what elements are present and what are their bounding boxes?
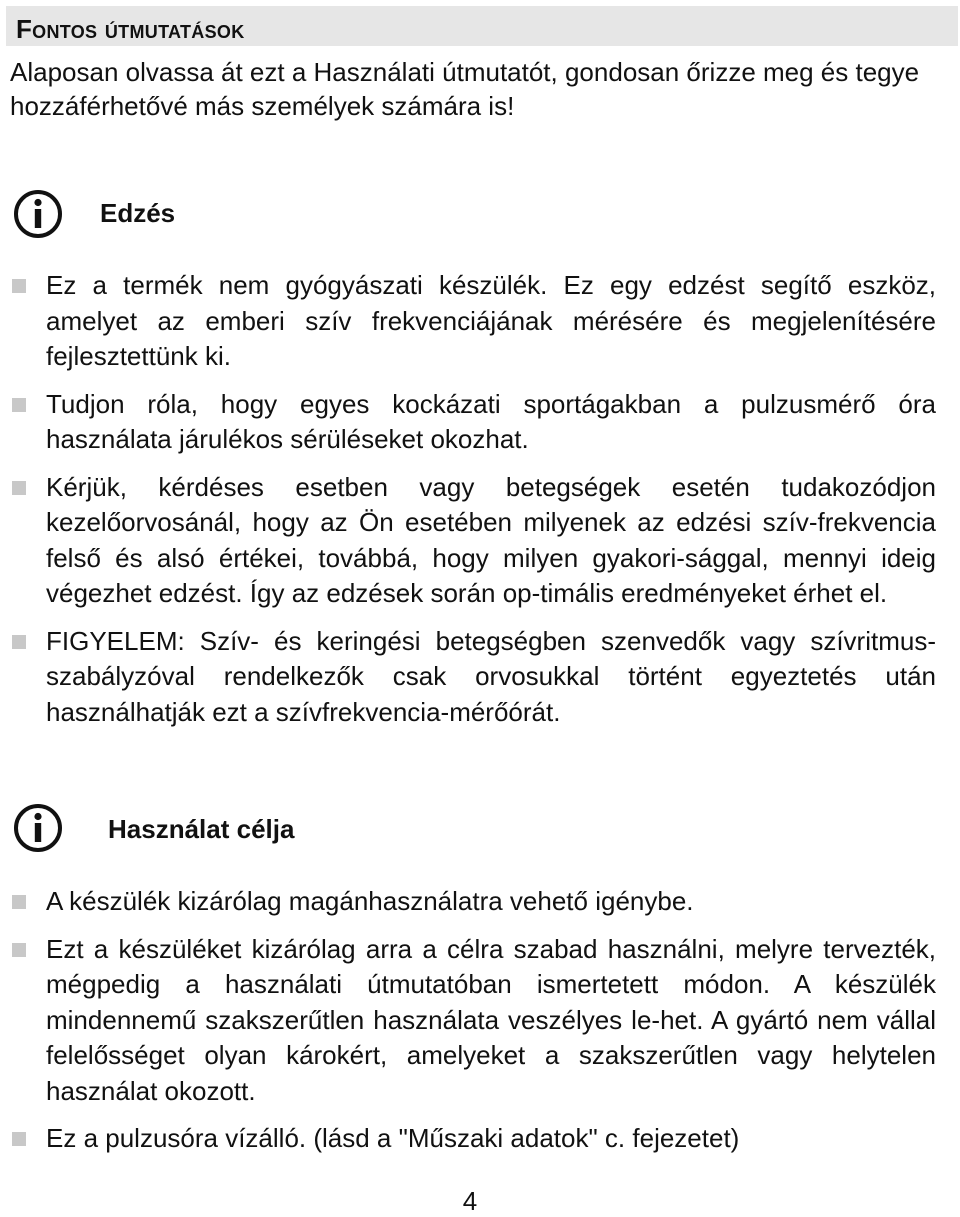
list-item-text: Ez a pulzusóra vízálló. (lásd a "Műszaki adatok" c. fejezetet)	[46, 1123, 740, 1153]
intro-paragraph: Alaposan olvassa át ezt a Használati útmutatót, gondosan őrizze meg és tegye hozzáférhetővé más személyek számára is!	[10, 57, 920, 121]
page-title: Fontos útmutatások	[16, 14, 245, 44]
bullet-square-icon	[12, 895, 26, 909]
list-item-text: A készülék kizárólag magánhasználatra vehető igénybe.	[46, 886, 694, 916]
list-item	[0, 387, 936, 458]
section-heading-hasznalat-celja	[0, 800, 960, 860]
page-number: 4	[462, 1186, 478, 1216]
list-item-text: FIGYELEM: Szív- és keringési betegségben szenvedők vagy szívritmus-szabályzóval rendelkezők csak orvosukkal történt egyeztetés után használhatják ezt a szívfrekvencia-mérőórát.	[46, 625, 936, 727]
list-item-text: Tudjon róla, hogy egyes kockázati sportágakban a pulzusmérő óra használata járulékos sérüléseket okozhat.	[46, 388, 936, 454]
info-icon	[12, 188, 64, 240]
bullet-square-icon	[12, 279, 26, 293]
bullet-list-hasznalat-celja	[0, 884, 960, 1157]
bullet-square-icon	[12, 635, 26, 649]
list-item	[0, 268, 936, 375]
list-item	[0, 624, 936, 731]
list-item-text: Kérjük, kérdéses esetben vagy betegségek esetén tudakozódjon kezelőorvosánál, hogy az Ön esetében milyenek az edzési szív-frekvencia felső és alsó értékei, továbbá, hogy milyen gyakori-sággal, mennyi ideig végezhet edzést. Így az edzések során op-timális eredményeket érhet el.	[46, 471, 936, 608]
list-item	[0, 1121, 936, 1157]
section-heading-edzes	[0, 186, 960, 246]
list-item-text: Ez a termék nem gyógyászati készülék. Ez egy edzést segítő eszköz, amelyet az emberi szív frekvenciájának mérésére és megjelenítésére fejlesztettünk ki.	[46, 270, 936, 371]
list-item	[0, 884, 936, 920]
list-item	[0, 470, 936, 612]
section-title: Használat célja	[108, 814, 295, 844]
list-item-text: Ezt a készüléket kizárólag arra a célra szabad használni, melyre tervezték, mégpedig a használati útmutatóban ismertetett módon. A készülék mindennemű szakszerűtlen használata veszélyes le-het. A gyártó nem vállal felelősséget olyan károkért, amelyeket a szakszerűtlen vagy helytelen használat okozott.	[46, 933, 936, 1106]
info-icon	[12, 802, 64, 854]
bullet-square-icon	[12, 481, 26, 495]
bullet-list-edzes	[0, 268, 960, 730]
bullet-square-icon	[12, 1132, 26, 1146]
list-item	[0, 932, 936, 1110]
section-title: Edzés	[100, 198, 176, 228]
bullet-square-icon	[12, 398, 26, 412]
section-header-bar	[6, 6, 958, 46]
bullet-square-icon	[12, 943, 26, 957]
